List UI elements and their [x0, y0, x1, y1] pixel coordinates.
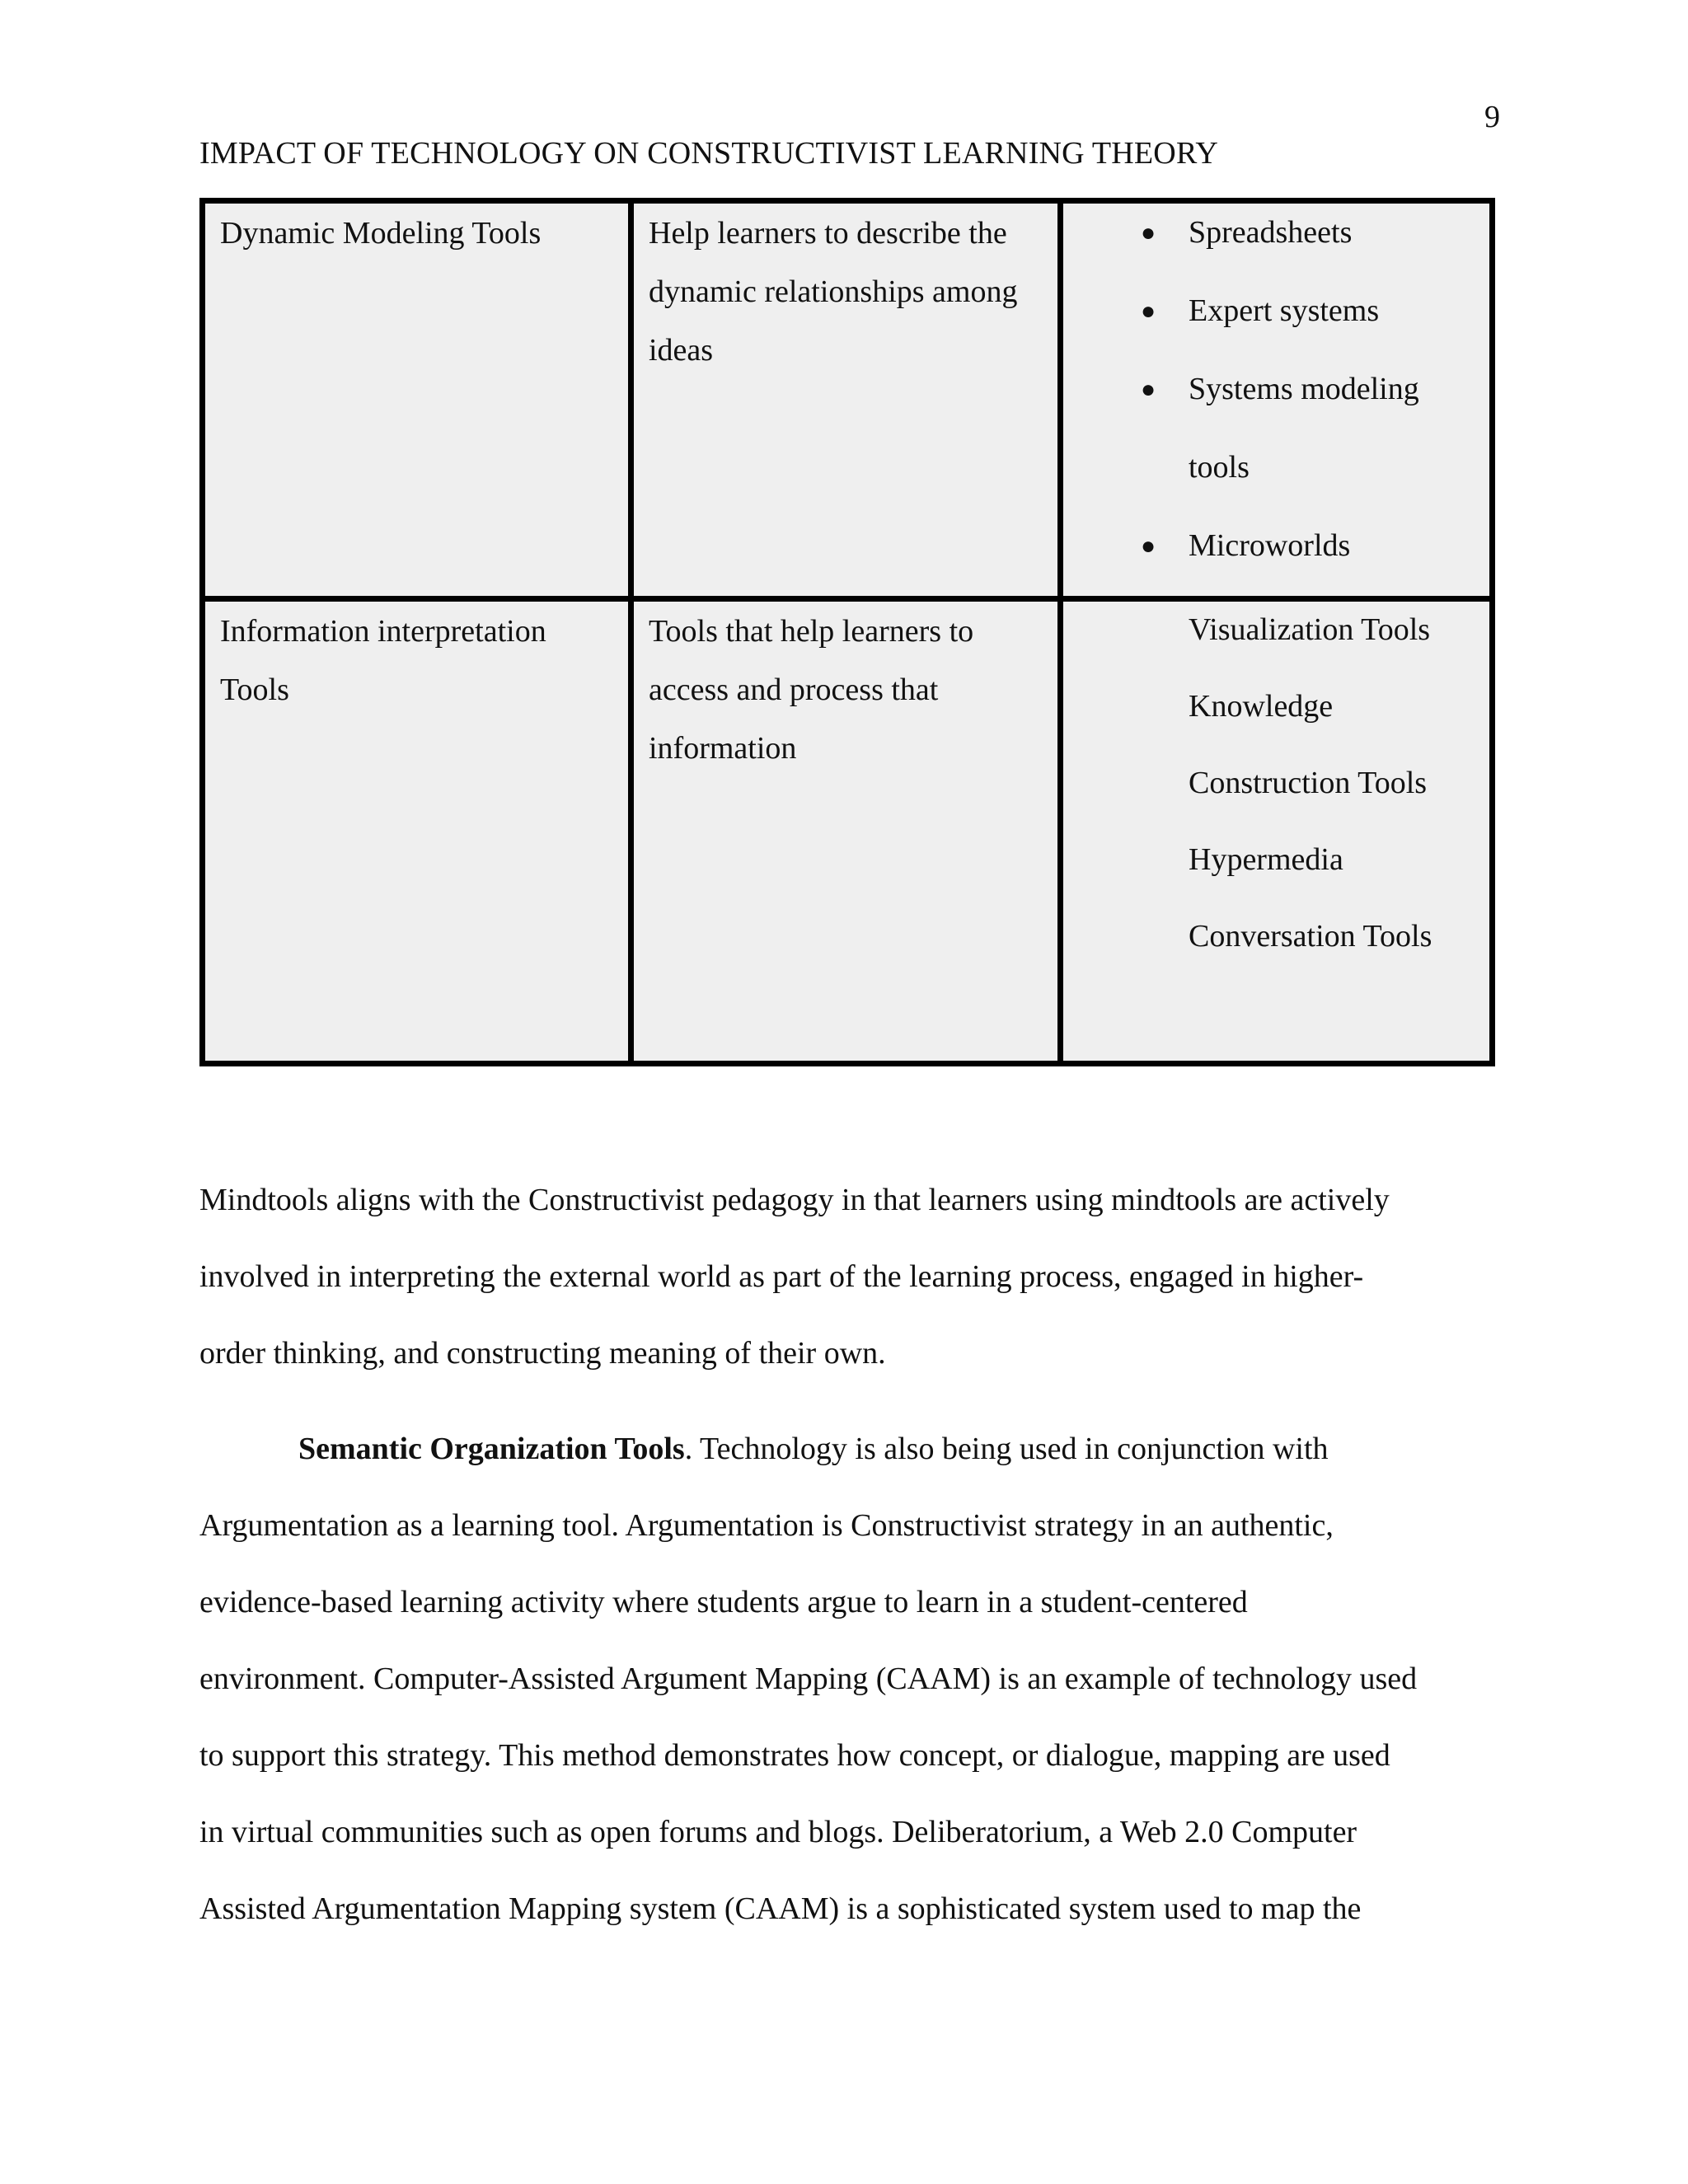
table-row: [203, 201, 1493, 599]
paragraph-line: evidence-based learning activity where students argue to learn in a student-centered: [199, 1585, 1248, 1619]
cell-text: dynamic relationships among: [649, 274, 1018, 309]
examples-list: [1078, 592, 1475, 975]
list-item-text: Microworlds: [1189, 528, 1351, 563]
tool-description-cell: [631, 201, 1061, 599]
list-item: Hypermedia: [1189, 842, 1343, 878]
paragraph-line: involved in interpreting the external world as part of the learning process, engaged in higher-: [199, 1259, 1364, 1294]
cell-text: Dynamic Modeling Tools: [220, 216, 542, 251]
cell-text: access and process that: [649, 673, 939, 708]
running-head: IMPACT OF TECHNOLOGY ON CONSTRUCTIVIST LEARNING THEORY: [199, 136, 1219, 171]
page-number: 9: [1484, 100, 1500, 134]
tool-name-cell: [203, 201, 631, 599]
tool-description-cell: [631, 599, 1061, 1064]
cell-text: Tools that help learners to: [649, 614, 974, 649]
examples-bullet-list: [1078, 194, 1475, 585]
list-item: Construction Tools: [1189, 766, 1428, 801]
paragraph-line: order thinking, and constructing meaning of their own.: [199, 1336, 886, 1371]
paragraph-semantic-organization: [199, 1411, 1495, 1947]
bullet-icon: ●: [1141, 532, 1156, 560]
paragraph-line: Argumentation as a learning tool. Argumentation is Constructivist strategy in an authentic,: [199, 1508, 1334, 1543]
list-item: [1078, 350, 1475, 507]
paragraph-mindtools: [199, 1162, 1495, 1392]
table-row: [203, 599, 1493, 1064]
list-item: Visualization Tools: [1189, 612, 1431, 648]
list-item-text: Systems modeling: [1189, 372, 1419, 406]
cell-text: Help learners to describe the: [649, 216, 1007, 251]
cell-text: Tools: [220, 673, 289, 708]
paragraph-line: Assisted Argumentation Mapping system (CAAM) is a sophisticated system used to map the: [199, 1891, 1362, 1926]
paragraph-line: in virtual communities such as open forums and blogs. Deliberatorium, a Web 2.0 Computer: [199, 1815, 1357, 1849]
cell-text: Information interpretation: [220, 614, 546, 649]
tool-name-cell: [203, 599, 631, 1064]
list-item: Knowledge: [1189, 689, 1334, 724]
list-item: [1078, 507, 1475, 585]
mindtools-table: [199, 198, 1495, 1066]
list-item-text: Expert systems: [1189, 293, 1380, 328]
list-item: Conversation Tools: [1189, 919, 1432, 954]
list-item: [1078, 272, 1475, 350]
paragraph-line: environment. Computer-Assisted Argument Mapping (CAAM) is an example of technology used: [199, 1661, 1418, 1696]
cell-text: ideas: [649, 333, 714, 368]
section-heading: Semantic Organization Tools: [298, 1432, 685, 1466]
list-item-text: tools: [1189, 450, 1250, 485]
bullet-icon: ●: [1141, 376, 1156, 403]
tool-examples-cell: [1061, 201, 1493, 599]
bullet-icon: ●: [1141, 219, 1156, 246]
paragraph-line: Mindtools aligns with the Constructivist pedagogy in that learners using mindtools are actively: [199, 1183, 1390, 1217]
list-item: [1078, 194, 1475, 272]
paragraph-line: to support this strategy. This method demonstrates how concept, or dialogue, mapping are used: [199, 1738, 1390, 1773]
tool-examples-cell: [1061, 599, 1493, 1064]
bullet-icon: ●: [1141, 298, 1156, 325]
paragraph-line: [199, 1411, 1495, 1488]
list-item-text: Spreadsheets: [1189, 215, 1353, 250]
cell-text: information: [649, 731, 797, 766]
paragraph-text: . Technology is also being used in conjunction with: [684, 1432, 1329, 1466]
